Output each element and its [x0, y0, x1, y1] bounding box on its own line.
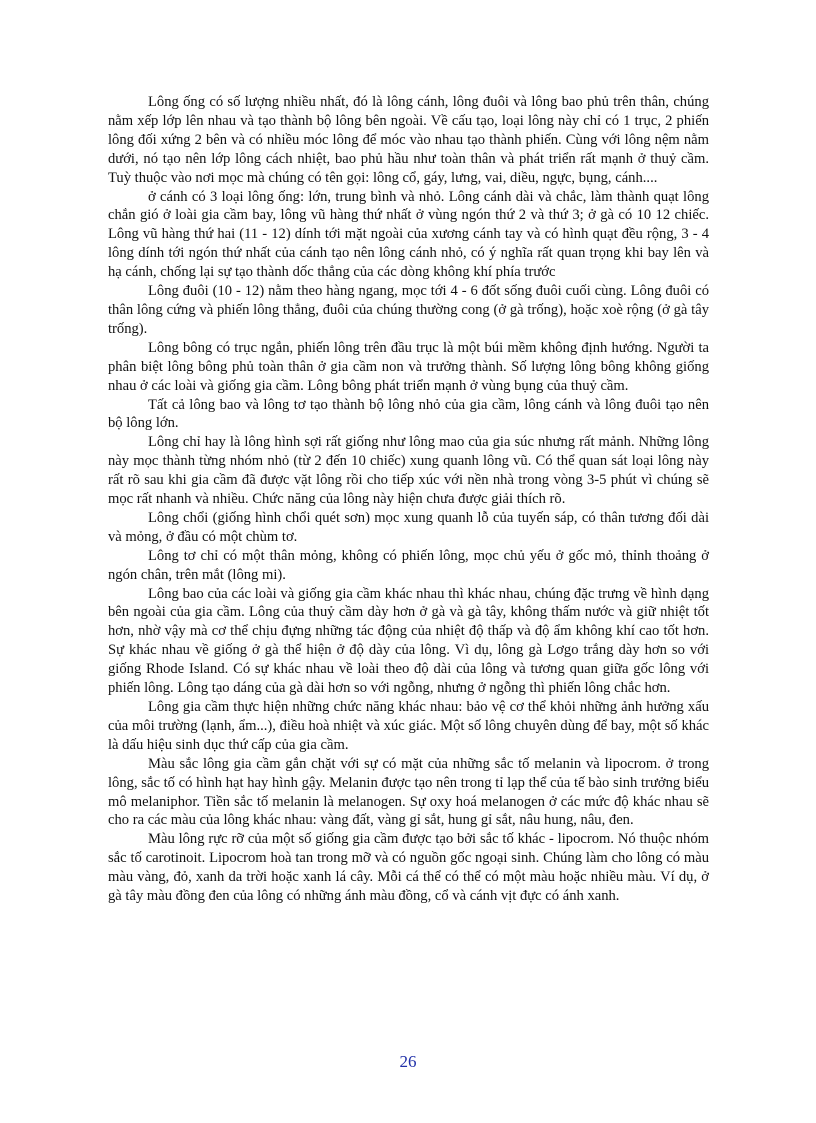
page-number: 26	[399, 1052, 417, 1071]
paragraph: Lông bông có trục ngắn, phiến lông trên đầu trục là một búi mềm không định hướng. Người ta phân biệt lông bông phủ toàn thân ở gia cầm non và trưởng thành. Số lượng lông bông không giống nhau ở các loài và giống gia cầm. Lông bông phát triển mạnh ở vùng bụng của thuỷ cầm.	[108, 339, 709, 394]
paragraph: Tất cả lông bao và lông tơ tạo thành bộ lông nhỏ của gia cầm, lông cánh và lông đuôi tạo nên bộ lông lớn.	[108, 396, 709, 432]
paragraph: Lông ống có số lượng nhiều nhất, đó là lông cánh, lông đuôi và lông bao phủ trên thân, chúng nằm xếp lớp lên nhau và tạo thành bộ lông bên ngoài. Về cấu tạo, loại lông này chỉ có 1 trục, 2 phiến lông đối xứng 2 bên và có nhiều móc lông để móc vào nhau tạo thành phiến. Cùng với lông nệm nằm dưới, nó tạo nên lớp lông cách nhiệt, bao phủ hầu như toàn thân và phát triển rất mạnh ở thuỷ cầm. Tuỳ thuộc vào nơi mọc mà chúng có tên gọi: lông cổ, gáy, lưng, vai, diều, ngực, bụng, cánh....	[108, 94, 709, 186]
document-body	[108, 93, 709, 906]
paragraph: ở cánh có 3 loại lông ống: lớn, trung bình và nhỏ. Lông cánh dài và chắc, làm thành quạt lông chắn gió ở loài gia cầm bay, lông vũ hàng thứ nhất ở vùng ngón thứ 2 và thứ 3; ở gà có 10 12 chiếc. Lông vũ hàng thứ hai (11 - 12) dính tới mặt ngoài của xương cánh tay và có hình quạt đều rộng, 3 - 4 lông dính tới ngón thứ nhất của cánh tạo nên lông cánh nhỏ, có ý nghĩa rất quan trọng khi bay lên và hạ cánh, chống lại sự tạo thành dốc thẳng của các dòng không khí phía trước	[108, 188, 709, 281]
paragraph: Màu sắc lông gia cầm gắn chặt với sự có mặt của những sắc tố melanin và lipocrom. ở trong lông, sắc tố có hình hạt hay hình gậy. Melanin được tạo nên trong tỉ lạp thể của tế bào sinh trưởng biểu mô melaniphor. Tiền sắc tố melanin là melanogen. Sự oxy hoá melanogen ở các mức độ khác nhau sẽ cho ra các màu của lông khác nhau: vàng đất, vàng gỉ sắt, hung gỉ sắt, nâu hung, nâu, đen.	[108, 755, 709, 829]
paragraph: Lông bao của các loài và giống gia cầm khác nhau thì khác nhau, chúng đặc trưng về hình dạng bên ngoài của gia cầm. Lông của thuỷ cầm dày hơn ở gà và gà tây, không thấm nước và giữ nhiệt tốt hơn, nhờ vậy mà cơ thể chịu đựng những tác động của nhiệt độ thấp và độ ẩm không khí cao tốt hơn. Sự khác nhau về giống ở gà thể hiện ở độ dày của lông. Vì dụ, lông gà Lơgo trắng dày hơn so với giống Rhode Island. Có sự khác nhau về loài theo độ dài của lông và tương quan giữa gốc lông với phiến lông. Lông tạo dáng của gà dài hơn so với ngỗng, nhưng ở ngỗng thì phiến lông chắc hơn.	[108, 585, 709, 697]
paragraph: Lông đuôi (10 - 12) nằm theo hàng ngang, mọc tới 4 - 6 đốt sống đuôi cuối cùng. Lông đuôi có thân lông cứng và phiến lông thẳng, đuôi của chúng thường cong (ở gà trống), hoặc xoè rộng (ở gà tây trống).	[108, 283, 709, 337]
paragraph: Lông chỉ hay là lông hình sợi rất giống như lông mao của gia súc nhưng rất mảnh. Những lông này mọc thành từng nhóm nhỏ (từ 2 đến 10 chiếc) xung quanh lông vũ. Có thể quan sát loại lông này rất rõ sau khi gia cầm đã được vặt lông rồi cho tiếp xúc với nền nhà trong vòng 3-5 phút vì chúng sẽ mọc rất nhanh và nhiều. Chức năng của lông này hiện chưa được giải thích rõ.	[108, 434, 709, 508]
paragraph: Lông chổi (giống hình chổi quét sơn) mọc xung quanh lỗ của tuyến sáp, có thân tương đối dài và mỏng, ở đầu có một chùm tơ.	[108, 509, 709, 545]
paragraph: Màu lông rực rỡ của một số giống gia cầm được tạo bởi sắc tố khác - lipocrom. Nó thuộc nhóm sắc tố carotinoit. Lipocrom hoà tan trong mỡ và có nguồn gốc ngoại sinh. Chúng làm cho lông có màu màu vàng, đỏ, xanh da trời hoặc xanh lá cây. Mỗi cá thể có thể có một màu hoặc nhiều màu. Ví dụ, ở gà tây màu đồng đen của lông có những ánh màu đồng, cổ và cánh vịt đực có ánh xanh.	[108, 831, 709, 905]
paragraph: Lông gia cầm thực hiện những chức năng khác nhau: bảo vệ cơ thể khỏi những ảnh hưởng xấu của môi trường (lạnh, ẩm...), điều hoà nhiệt và xúc giác. Một số lông chuyên dùng để bay, một số khác là dấu hiệu sinh dục thứ cấp của gia cầm.	[108, 699, 709, 753]
paragraph: Lông tơ chỉ có một thân mỏng, không có phiến lông, mọc chủ yếu ở gốc mỏ, thỉnh thoảng ở ngón chân, trên mắt (lông mi).	[108, 547, 709, 583]
